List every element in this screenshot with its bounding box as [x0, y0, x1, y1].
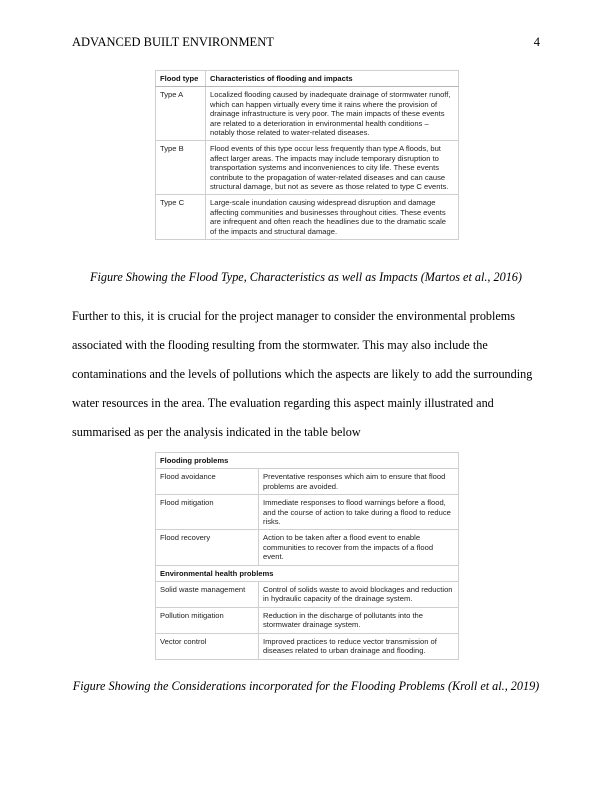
section-flooding-problems: Flooding problems [156, 453, 459, 469]
table-row [156, 87, 459, 141]
problem-name-cell: Solid waste management [156, 582, 259, 608]
characteristics-cell: Large-scale inundation causing widespread disruption and damage affecting communities and businesses throughout cities. These events are infrequent and often reach the headlines due to the dramatic scale of the impacts and structural damage. [206, 195, 459, 240]
figure-caption-2: Figure Showing the Considerations incorporated for the Flooding Problems (Kroll et al., 2019) [72, 679, 540, 693]
problem-description-cell: Immediate responses to flood warnings before a flood, and the course of action to take during a flood to reduce risks. [259, 495, 459, 530]
problem-description-cell: Control of solids waste to avoid blockages and reduction in hydraulic capacity of the drainage system. [259, 582, 459, 608]
page-header [72, 35, 540, 50]
page-number: 4 [533, 35, 540, 49]
characteristics-cell: Localized flooding caused by inadequate drainage of stormwater runoff, which can happen virtually every time it rains where the provision of drainage infrastructure is very poor. The main impacts of these events are related to a deterioration in environmental health conditions – notably those related to water-related diseases. [206, 87, 459, 141]
flood-type-cell: Type B [156, 141, 206, 195]
col-header-flood-type: Flood type [156, 71, 206, 87]
table-row [156, 633, 459, 659]
problem-name-cell: Vector control [156, 633, 259, 659]
section-header-row [156, 565, 459, 581]
flood-type-cell: Type C [156, 195, 206, 240]
table-row [156, 141, 459, 195]
table-row [156, 582, 459, 608]
section-environmental-health: Environmental health problems [156, 565, 459, 581]
flooding-problems-table [155, 452, 459, 660]
col-header-characteristics: Characteristics of flooding and impacts [206, 71, 459, 87]
problem-description-cell: Preventative responses which aim to ensure that flood problems are avoided. [259, 469, 459, 495]
problem-name-cell: Flood recovery [156, 530, 259, 565]
table-row [156, 469, 459, 495]
figure-caption-1: Figure Showing the Flood Type, Characteristics as well as Impacts (Martos et al., 2016) [90, 270, 522, 284]
problem-description-cell: Action to be taken after a flood event to enable communities to recover from the impacts of a flood event. [259, 530, 459, 565]
table-row [156, 495, 459, 530]
problem-name-cell: Pollution mitigation [156, 607, 259, 633]
problem-description-cell: Reduction in the discharge of pollutants into the stormwater drainage system. [259, 607, 459, 633]
table-row [156, 607, 459, 633]
running-head: ADVANCED BUILT ENVIRONMENT [72, 35, 274, 49]
body-paragraph: Further to this, it is crucial for the project manager to consider the environmental problems associated with the flooding resulting from the stormwater. This may also include the contaminations and the levels of pollutions which the aspects are likely to add the surrounding water resources in the area. The evaluation regarding this aspect mainly illustrated and summarised as per the analysis indicated in the table below [72, 309, 533, 439]
table-row [156, 530, 459, 565]
flood-type-table [155, 70, 459, 240]
section-header-row [156, 453, 459, 469]
problem-description-cell: Improved practices to reduce vector transmission of diseases related to urban drainage and flooding. [259, 633, 459, 659]
characteristics-cell: Flood events of this type occur less frequently than type A floods, but affect larger areas. The impacts may include temporary disruption to transportation systems and inconveniences to city life. These events contribute to the propagation of water-related diseases and can cause structural damage, but not as severe as those related to type C events. [206, 141, 459, 195]
flood-type-cell: Type A [156, 87, 206, 141]
problem-name-cell: Flood avoidance [156, 469, 259, 495]
table-header-row [156, 71, 459, 87]
table-row [156, 195, 459, 240]
problem-name-cell: Flood mitigation [156, 495, 259, 530]
